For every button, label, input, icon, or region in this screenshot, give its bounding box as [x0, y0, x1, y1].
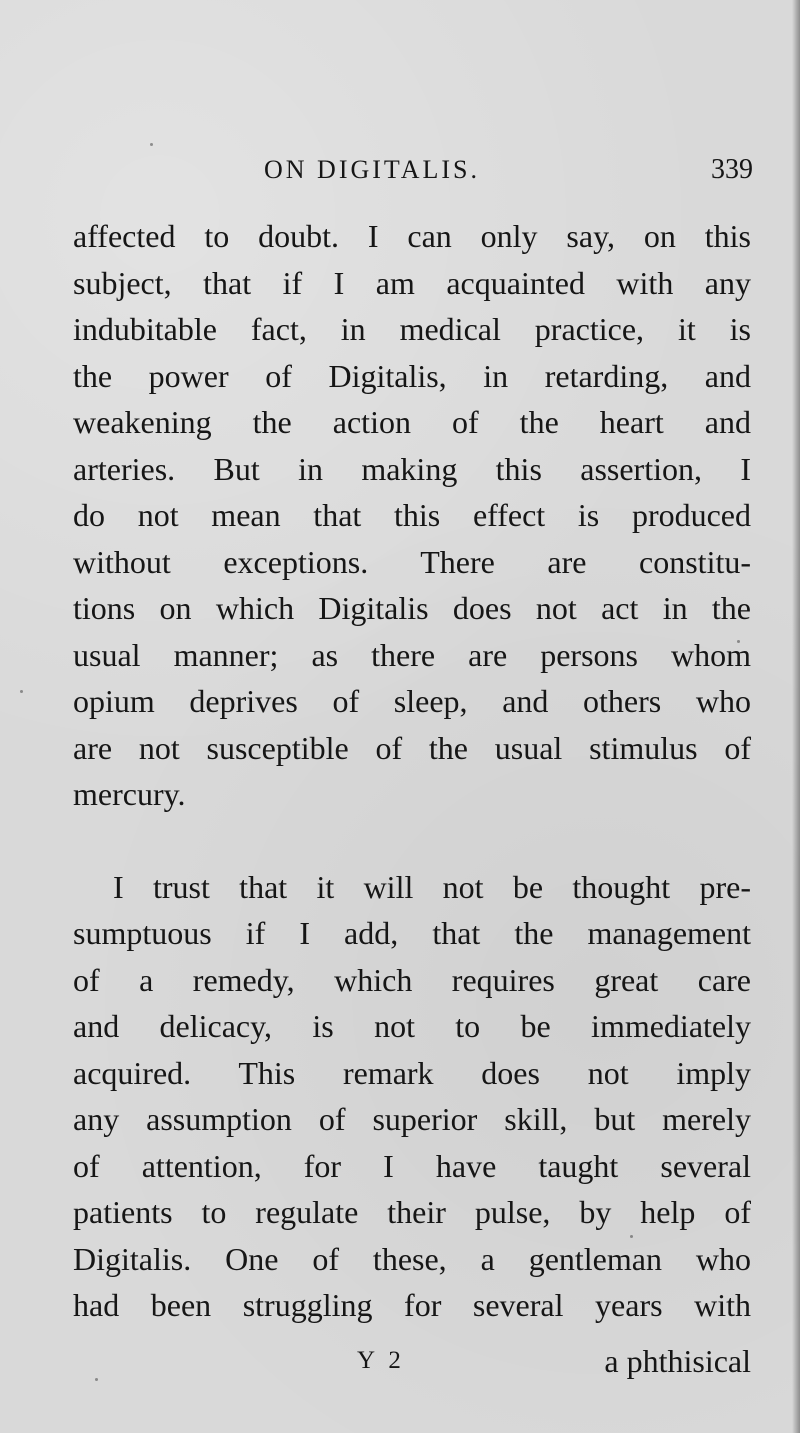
text-line: of a remedy, which requires great care [73, 961, 751, 998]
text-line: acquired. This remark does not imply [73, 1054, 751, 1091]
text-line: Digitalis. One of these, a gentleman who [73, 1240, 751, 1277]
text-line: usual manner; as there are persons whom [73, 636, 751, 673]
paragraph-continuation [73, 910, 751, 1329]
text-line: had been struggling for several years with [73, 1287, 751, 1323]
text-line: of attention, for I have taught several [73, 1147, 751, 1184]
text-line: and delicacy, is not to be immediately [73, 1008, 751, 1044]
running-head: ON DIGITALIS. [264, 155, 480, 184]
paragraph [73, 213, 751, 818]
page-number: 339 [711, 154, 753, 185]
signature-mark: Y 2 [357, 1347, 405, 1374]
text-line: opium deprives of sleep, and others who [73, 683, 751, 719]
paragraph [73, 864, 751, 911]
text-line: I trust that it will not be thought pre- [113, 868, 751, 905]
text-line: sumptuous if I add, that the management [73, 915, 751, 951]
text-line: arteries. But in making this assertion, I [73, 450, 751, 487]
paper-fleck [20, 690, 23, 693]
text-line: affected to doubt. I can only say, on this [73, 218, 751, 254]
body-text [73, 213, 751, 1329]
text-line: the power of Digitalis, in retarding, and [73, 357, 751, 394]
text-line: are not susceptible of the usual stimulus of [73, 729, 751, 766]
text-line: without exceptions. There are constitu- [73, 543, 751, 580]
paper-fleck [150, 143, 153, 146]
text-line: do not mean that this effect is produced [73, 497, 751, 533]
catchword: a phthisical [604, 1343, 751, 1379]
paragraph-gap [73, 818, 751, 864]
text-line: subject, that if I am acquainted with any [73, 264, 751, 301]
page-header [0, 148, 800, 192]
page-edge-shadow [792, 0, 800, 1433]
text-line: weakening the action of the heart and [73, 404, 751, 440]
text-line: patients to regulate their pulse, by help of [73, 1194, 751, 1230]
text-line: indubitable fact, in medical practice, it is [73, 311, 751, 347]
text-line: any assumption of superior skill, but merely [73, 1101, 751, 1137]
text-line: mercury. [73, 776, 186, 812]
page-footer [0, 1338, 800, 1384]
text-line: tions on which Digitalis does not act in the [73, 590, 751, 626]
